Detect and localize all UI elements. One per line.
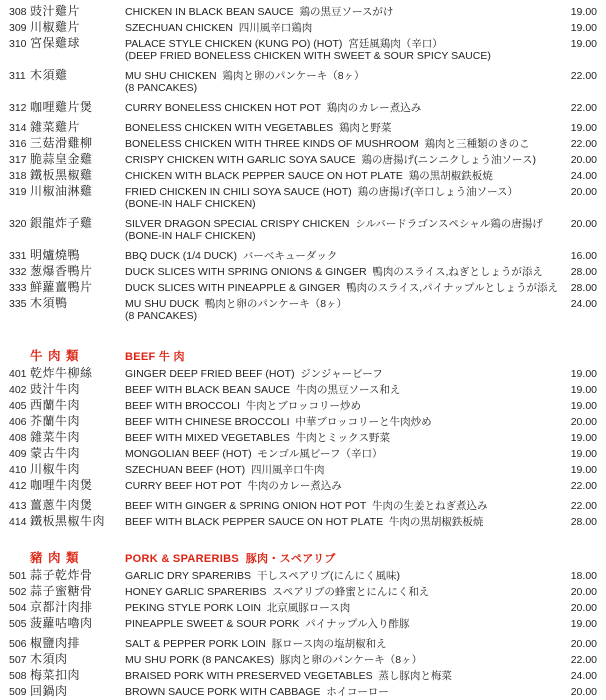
- item-name-chinese: 豉汁雞片: [30, 4, 81, 18]
- item-price: 19.00: [570, 618, 597, 630]
- item-description: MU SHU CHICKEN 鶏肉と卵のパンケーキ（8ヶ）: [125, 70, 365, 82]
- menu-item-row: [0, 364, 606, 380]
- menu-item-note-row: [0, 50, 606, 66]
- item-price: 28.00: [570, 266, 597, 278]
- item-price: 20.00: [570, 602, 597, 614]
- menu-item-row: [0, 460, 606, 476]
- menu-item-row: [0, 566, 606, 582]
- item-name-chinese: 豉汁牛肉: [30, 382, 81, 396]
- item-number: 501: [9, 570, 27, 582]
- item-description: PALACE STYLE CHICKEN (KUNG PO) (HOT) 宮廷風鶏肉（辛口）: [125, 38, 443, 50]
- item-description: CURRY BONELESS CHICKEN HOT POT 鶏肉のカレー煮込み: [125, 102, 422, 114]
- section-header-pork: [0, 548, 606, 564]
- menu-item-row: [0, 166, 606, 182]
- item-name-chinese: 銀龍炸子雞: [30, 216, 93, 230]
- item-name-chinese: 咖哩牛肉煲: [30, 478, 93, 492]
- item-description: BEEF WITH BLACK BEAN SAUCE 牛肉の黒豆ソース和え: [125, 384, 401, 396]
- item-name-chinese: 西蘭牛肉: [30, 398, 81, 412]
- menu-item-row: [0, 98, 606, 114]
- menu-item-row: [0, 134, 606, 150]
- item-price: 19.00: [570, 38, 597, 50]
- item-price: 19.00: [570, 368, 597, 380]
- item-number: 406: [9, 416, 27, 428]
- item-description: BROWN SAUCE PORK WITH CABBAGE ホイコーロー: [125, 686, 389, 698]
- item-number: 310: [9, 38, 27, 50]
- item-price: 20.00: [570, 154, 597, 166]
- menu-item-note-row: [0, 310, 606, 326]
- item-name-chinese: 蒙古牛肉: [30, 446, 81, 460]
- item-price: 20.00: [570, 586, 597, 598]
- item-price: 20.00: [570, 218, 597, 230]
- menu-section-pork: [0, 548, 606, 698]
- menu-item-row: [0, 214, 606, 230]
- item-number: 308: [9, 6, 27, 18]
- item-number: 405: [9, 400, 27, 412]
- menu-item-row: [0, 614, 606, 630]
- menu-item-row: [0, 246, 606, 262]
- item-description: SALT & PEPPER PORK LOIN 豚ロース肉の塩胡椒和え: [125, 638, 387, 650]
- item-price: 19.00: [570, 400, 597, 412]
- item-price: 20.00: [570, 416, 597, 428]
- item-description: CHICKEN WITH BLACK PEPPER SAUCE ON HOT PLATE 鶏の黒胡椒鉄板焼: [125, 170, 493, 182]
- menu-item-row: [0, 380, 606, 396]
- item-price: 19.00: [570, 6, 597, 18]
- item-price: 22.00: [570, 70, 597, 82]
- item-name-chinese: 乾炸牛柳絲: [30, 366, 93, 380]
- item-name-chinese: 鐵板黑椒牛肉: [30, 514, 106, 528]
- item-name-chinese: 脆蒜皇金雞: [30, 152, 93, 166]
- item-note: (8 PANCAKES): [125, 310, 198, 322]
- item-number: 414: [9, 516, 27, 528]
- item-number: 505: [9, 618, 27, 630]
- item-name-chinese: 川椒牛肉: [30, 462, 81, 476]
- item-description: BEEF WITH BLACK PEPPER SAUCE ON HOT PLATE 牛肉の黒胡椒鉄板焼: [125, 516, 484, 528]
- item-price: 19.00: [570, 22, 597, 34]
- item-description: BEEF WITH BROCCOLI 牛肉とブロッコリー炒め: [125, 400, 362, 412]
- item-number: 506: [9, 638, 27, 650]
- menu-item-row: [0, 496, 606, 512]
- item-name-chinese: 鐵板黑椒雞: [30, 168, 93, 182]
- item-description: FRIED CHICKEN IN CHILI SOYA SAUCE (HOT) 鶏の唐揚げ(辛口しょう油ソース）: [125, 186, 519, 198]
- item-price: 19.00: [570, 384, 597, 396]
- menu-section-chicken-duck: [0, 2, 606, 326]
- item-description: BEEF WITH GINGER & SPRING ONION HOT POT 牛肉の生姜とねぎ煮込み: [125, 500, 488, 512]
- item-description: PEKING STYLE PORK LOIN 北京風豚ロース肉: [125, 602, 351, 614]
- item-number: 312: [9, 102, 27, 114]
- item-price: 22.00: [570, 654, 597, 666]
- item-price: 16.00: [570, 250, 597, 262]
- menu-item-row: [0, 66, 606, 82]
- item-description: GARLIC DRY SPARERIBS 干しスペアリブ(にんにく風味): [125, 570, 400, 582]
- item-description: BONELESS CHICKEN WITH THREE KINDS OF MUSHROOM 鶏肉と三種類のきのこ: [125, 138, 530, 150]
- item-name-chinese: 葱爆香鴨片: [30, 264, 93, 278]
- item-note: (BONE-IN HALF CHICKEN): [125, 198, 256, 210]
- item-number: 413: [9, 500, 27, 512]
- item-number: 311: [9, 70, 26, 82]
- item-price: 19.00: [570, 464, 597, 476]
- item-description: SILVER DRAGON SPECIAL CRISPY CHICKEN シルバードラゴンスペシャル鶏の唐揚げ: [125, 218, 543, 230]
- item-name-chinese: 宮保雞球: [30, 36, 81, 50]
- menu-item-row: [0, 634, 606, 650]
- item-price: 22.00: [570, 102, 597, 114]
- item-number: 333: [9, 282, 27, 294]
- menu-item-row: [0, 396, 606, 412]
- item-number: 409: [9, 448, 27, 460]
- menu-item-row: [0, 682, 606, 698]
- item-name-chinese: 菠蘿咕嚕肉: [30, 616, 93, 630]
- item-description: BONELESS CHICKEN WITH VEGETABLES 鶏肉と野菜: [125, 122, 392, 134]
- menu-item-row: [0, 294, 606, 310]
- item-name-chinese: 蒜子蜜糖骨: [30, 584, 93, 598]
- item-description: MU SHU DUCK 鴨肉と卵のパンケーキ（8ヶ）: [125, 298, 348, 310]
- item-name-chinese: 咖哩雞片煲: [30, 100, 93, 114]
- menu-item-row: [0, 428, 606, 444]
- menu-item-row: [0, 412, 606, 428]
- item-number: 309: [9, 22, 27, 34]
- menu-item-row: [0, 476, 606, 492]
- menu-item-note-row: [0, 230, 606, 246]
- item-number: 410: [9, 464, 27, 476]
- item-description: DUCK SLICES WITH PINEAPPLE & GINGER 鴨肉のスライス,パイナップルとしょうが添え: [125, 282, 558, 294]
- item-description: CHICKEN IN BLACK BEAN SAUCE 鶏の黒豆ソースがけ: [125, 6, 394, 18]
- item-number: 412: [9, 480, 27, 492]
- item-price: 22.00: [570, 500, 597, 512]
- item-number: 320: [9, 218, 27, 230]
- item-number: 332: [9, 266, 27, 278]
- section-title-english: PORK & SPARERIBS 豚肉・スペアリブ: [125, 553, 336, 565]
- menu-item-row: [0, 262, 606, 278]
- item-description: BEEF WITH MIXED VEGETABLES 牛肉とミックス野菜: [125, 432, 390, 444]
- menu-item-row: [0, 34, 606, 50]
- item-price: 22.00: [570, 138, 597, 150]
- item-description: SZECHUAN CHICKEN 四川風辛口鶏肉: [125, 22, 313, 34]
- item-name-chinese: 木須雞: [30, 68, 68, 82]
- item-number: 335: [9, 298, 27, 310]
- menu-item-row: [0, 118, 606, 134]
- item-price: 24.00: [570, 170, 597, 182]
- section-title-chinese: 豬 肉 類: [30, 551, 80, 565]
- item-description: BEEF WITH CHINESE BROCCOLI 中華ブロッコリーと牛肉炒め: [125, 416, 432, 428]
- item-price: 19.00: [570, 122, 597, 134]
- item-price: 24.00: [570, 298, 597, 310]
- menu-item-row: [0, 18, 606, 34]
- item-name-chinese: 木須肉: [30, 652, 68, 666]
- item-name-chinese: 川椒油淋雞: [30, 184, 93, 198]
- item-description: HONEY GARLIC SPARERIBS スペアリブの蜂蜜とにんにく和え: [125, 586, 430, 598]
- item-number: 401: [9, 368, 27, 380]
- item-number: 317: [9, 154, 27, 166]
- menu-item-row: [0, 598, 606, 614]
- item-number: 408: [9, 432, 27, 444]
- menu-item-row: [0, 582, 606, 598]
- menu-item-row: [0, 2, 606, 18]
- item-price: 18.00: [570, 570, 597, 582]
- item-number: 508: [9, 670, 27, 682]
- item-number: 316: [9, 138, 27, 150]
- item-name-chinese: 雜菜雞片: [30, 120, 81, 134]
- item-price: 28.00: [570, 516, 597, 528]
- item-name-chinese: 明爐燒鴨: [30, 248, 81, 262]
- item-description: CRISPY CHICKEN WITH GARLIC SOYA SAUCE 鶏の唐揚げ(ニンニクしょう油ソース): [125, 154, 536, 166]
- menu-item-row: [0, 650, 606, 666]
- item-number: 509: [9, 686, 27, 698]
- item-number: 318: [9, 170, 27, 182]
- menu-item-row: [0, 444, 606, 460]
- menu-item-note-row: [0, 198, 606, 214]
- item-name-chinese: 鮮蘿薑鴨片: [30, 280, 93, 294]
- menu-section-beef: [0, 346, 606, 528]
- item-note: (BONE-IN HALF CHICKEN): [125, 230, 256, 242]
- item-description: DUCK SLICES WITH SPRING ONIONS & GINGER 鴨肉のスライス,ねぎとしょうが添え: [125, 266, 543, 278]
- item-name-chinese: 川椒雞片: [30, 20, 81, 34]
- item-name-chinese: 梅菜扣肉: [30, 668, 81, 682]
- item-price: 19.00: [570, 448, 597, 460]
- item-name-chinese: 三菇滑雞柳: [30, 136, 93, 150]
- item-number: 502: [9, 586, 27, 598]
- section-header-beef: [0, 346, 606, 362]
- item-price: 20.00: [570, 186, 597, 198]
- item-price: 24.00: [570, 670, 597, 682]
- item-description: MONGOLIAN BEEF (HOT) モンゴル風ビーフ（辛口）: [125, 448, 383, 460]
- item-name-chinese: 蒜子乾炸骨: [30, 568, 93, 582]
- item-description: CURRY BEEF HOT POT 牛肉のカレー煮込み: [125, 480, 342, 492]
- menu-item-row: [0, 278, 606, 294]
- item-name-chinese: 京都汁肉排: [30, 600, 93, 614]
- item-price: 28.00: [570, 282, 597, 294]
- item-description: GINGER DEEP FRIED BEEF (HOT) ジンジャービーフ: [125, 368, 383, 380]
- item-description: BBQ DUCK (1/4 DUCK) バーベキューダック: [125, 250, 338, 262]
- item-name-chinese: 芥蘭牛肉: [30, 414, 81, 428]
- menu-item-note-row: [0, 82, 606, 98]
- menu-item-row: [0, 666, 606, 682]
- item-number: 504: [9, 602, 27, 614]
- item-description: BRAISED PORK WITH PRESERVED VEGETABLES 蒸し豚肉と梅菜: [125, 670, 452, 682]
- item-description: MU SHU PORK (8 PANCAKES) 豚肉と卵のパンケーキ（8ヶ）: [125, 654, 423, 666]
- item-number: 319: [9, 186, 27, 198]
- item-number: 402: [9, 384, 27, 396]
- item-description: PINEAPPLE SWEET & SOUR PORK パイナップル入り酢豚: [125, 618, 410, 630]
- item-price: 20.00: [570, 638, 597, 650]
- item-number: 331: [9, 250, 27, 262]
- item-name-chinese: 薑蔥牛肉煲: [30, 498, 93, 512]
- item-note: (DEEP FRIED BONELESS CHICKEN WITH SWEET & SOUR SPICY SAUCE): [125, 50, 491, 62]
- menu-item-row: [0, 512, 606, 528]
- item-price: 19.00: [570, 432, 597, 444]
- item-name-chinese: 木須鴨: [30, 296, 68, 310]
- section-title-chinese: 牛 肉 類: [30, 349, 80, 363]
- item-note: (8 PANCAKES): [125, 82, 198, 94]
- menu-item-row: [0, 182, 606, 198]
- item-price: 22.00: [570, 480, 597, 492]
- item-name-chinese: 雜菜牛肉: [30, 430, 81, 444]
- item-name-chinese: 椒鹽肉排: [30, 636, 81, 650]
- section-title-english: BEEF 牛 肉: [125, 351, 185, 363]
- item-name-chinese: 回鍋肉: [30, 684, 68, 698]
- item-description: SZECHUAN BEEF (HOT) 四川風辛口牛肉: [125, 464, 325, 476]
- item-price: 20.00: [570, 686, 597, 698]
- item-number: 507: [9, 654, 27, 666]
- menu-item-row: [0, 150, 606, 166]
- item-number: 314: [9, 122, 27, 134]
